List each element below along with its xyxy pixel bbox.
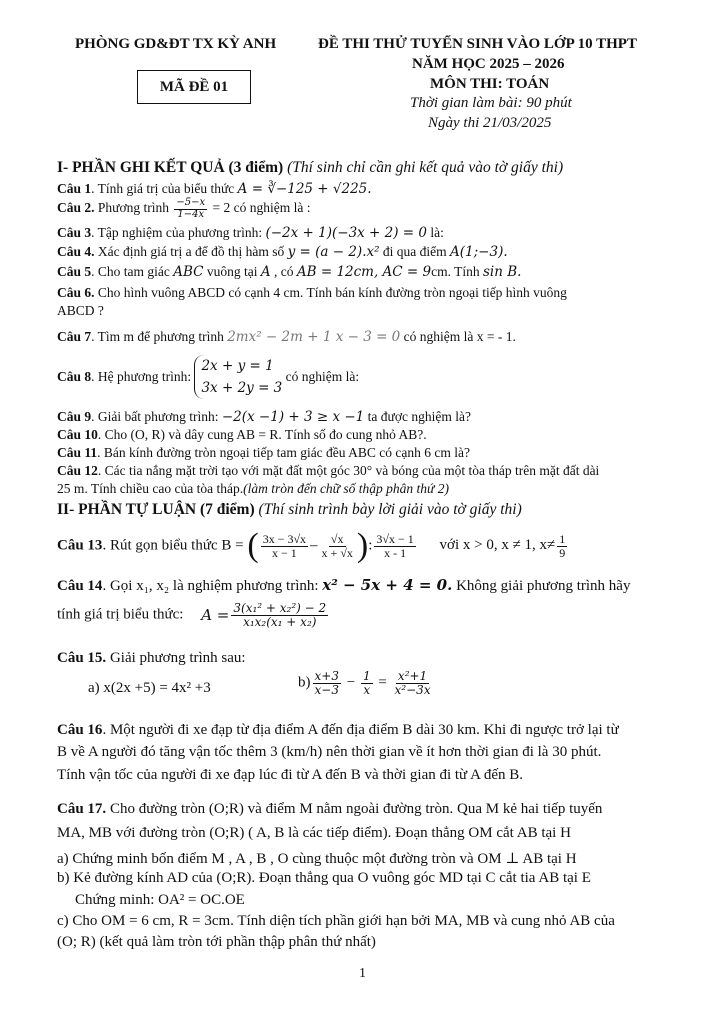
q2-label: Câu 2. [57,200,95,216]
q16-label: Câu 16 [57,722,103,738]
q15b-f1-den: x−3 [314,682,339,697]
q2-rest: = 2 có nghiệm là : [209,200,311,216]
q16-line1: . Một người đi xe đạp từ địa điểm A đến địa điểm B dài 30 km. Khi đi ngược trở lại từ [102,722,619,738]
section-1-title [57,159,563,177]
q17-line1: Cho đường tròn (O;R) và điểm M nằm ngoài đường tròn. Qua M kẻ hai tiếp tuyến [106,801,603,817]
q15b-frac3 [393,670,433,696]
q13-label: Câu 13 [57,537,103,554]
exam-date: Ngày thi 21/03/2025 [428,115,552,131]
department-name: PHÒNG GD&ĐT TX KỲ ANH [75,36,277,52]
q5-triangle: ABC [173,264,204,280]
question-5 [57,264,521,280]
q13-frac1 [261,533,308,559]
q15b-f2-num: 1 [362,669,371,683]
q8-eq1: 2x + y = 1 [201,358,274,374]
q14-denominator: x₁x₂(x₁ + x₂) [243,614,317,629]
question-6-line2: ABCD ? [57,303,104,318]
q15b-frac1 [313,670,341,696]
q6-label: Câu 6. [57,285,95,300]
question-17c: c) Cho OM = 6 cm, R = 3cm. Tính diện tích phần giới hạn bởi MA, MB và cung nhỏ AB của [57,913,615,929]
q17-label: Câu 17. [57,801,107,817]
q14-fraction [231,602,328,628]
q7-label: Câu 7 [57,329,92,344]
question-17c-line2: (O; R) (kết quả làm tròn tới phần thập phân thứ nhất) [57,934,376,950]
exam-code: MÃ ĐỀ 01 [159,78,229,95]
q14-lhs: A = [201,606,230,625]
q10-label: Câu 10 [57,427,98,442]
q1-text: . Tính giá trị của biểu thức [91,181,238,196]
q12-text: . Các tia nắng mặt trời tạo với mặt đất một góc 30° và bóng của một tòa tháp trên mặt đất dài [97,463,600,478]
question-3 [57,225,444,241]
question-16-line3: Tính vận tốc của người đi xe đạp lúc đi từ A đến B và thời gian đi từ A đến B. [57,767,524,783]
q5-sin: sin B. [483,264,522,280]
q15-label: Câu 15. [57,650,107,666]
q2-denominator: 1−4x [177,208,205,220]
q4-label: Câu 4. [57,244,95,259]
q13-f1-num: 3x − 3√x [262,531,307,546]
question-15a: a) x(2x +5) = 4x² +3 [88,680,211,696]
q14-line2: tính giá trị biểu thức: [57,606,184,623]
question-17a: a) Chứng minh bốn điểm M , A , B , O cùng thuộc một đường tròn và OM ⊥ AB tại H [57,851,577,867]
question-4 [57,244,508,260]
q1-label: Câu 1 [57,181,92,196]
q13-left-paren: ( [247,527,259,564]
q12-note: (làm tròn đến chữ số thập phân thứ 2) [243,481,450,496]
q13-condition: với x > 0, x ≠ 1, x≠ [439,537,556,554]
question-9 [57,409,471,425]
exam-code-box [137,70,251,104]
question-13: Câu 13. Rút gọn biểu thức B = ( $\frac{3x - 3√x}{x - 1}$ – $\frac{√x}{x + √x}$ ): $\frac{3√x - 1}{x - 1}$ với x > 0, x ≠ 1, x≠ $\frac{1}{9}$ [57,527,566,564]
q13-f3-den: x - 1 [384,545,407,560]
question-14-line2 [57,602,330,628]
q4-rest: đi qua điểm [379,244,451,259]
q14-text: . Gọi x₁, x₂ là nghiệm phương trình: [102,578,323,594]
q15b-f1-num: x+3 [314,669,339,683]
q7-expr: 2mx² − 2m + 1 x − 3 = 0 [227,329,401,345]
q15b-f3-num: x²+1 [397,669,428,683]
q5-mid: vuông tại [203,264,261,279]
q13-frac2 [320,533,355,559]
question-16 [57,722,619,739]
q3-text: . Tập nghiệm của phương trình: [91,225,266,240]
question-7 [57,329,516,345]
exam-duration: Thời gian làm bài: 90 phút [410,95,572,111]
question-15 [57,650,246,667]
section-1-heading: I- PHẦN GHI KẾT QUẢ (3 điểm) [57,159,284,176]
q1-expr: A = ∛−125 + √225. [237,181,372,197]
q2-fraction [174,198,207,220]
q5-vertex: A [260,264,271,280]
question-17-line2: MA, MB với đường tròn (O;R) ( A, B là các tiếp điểm). Đoạn thẳng OM cắt AB tại H [57,825,571,841]
question-12-line2 [57,481,449,497]
question-17b: b) Kẻ đường kính AD của (O;R). Đoạn thẳng qua O vuông góc MD tại C cắt tia AB tại E [57,870,591,886]
q13-f3-num: 3√x − 1 [376,531,414,546]
q9-expr: −2(x −1) + 3 ≥ x −1 [221,409,365,425]
q3-expr: (−2x + 1)(−3x + 2) = 0 [265,225,427,241]
q9-rest: ta được nghiệm là? [364,409,471,424]
q5-rest: , có [270,264,297,279]
q13-f1-den: x − 1 [271,545,297,560]
school-year: NĂM HỌC 2025 – 2026 [412,56,565,72]
section-1-note: (Thí sinh chỉ cần ghi kết quả vào tờ giấy thi) [287,159,564,176]
q5-label: Câu 5 [57,264,92,279]
section-2-note: (Thí sinh trình bày lời giải vào tờ giấy thi) [258,501,522,518]
q13-cond-frac [557,533,567,559]
question-15b: b) $\frac{x+3}{x-3}$ − $\frac{1}{x}$ = $\frac{\text{x²+1}}{\text{x²−3x}}$ [298,669,431,697]
question-16-line2: B về A người đó tăng vận tốc thêm 3 (km/h) nên thời gian về ít hơn thời gian đi là 30 phút. [57,744,602,760]
q7-rest: có nghiệm là x = - 1. [400,329,516,344]
exam-title: ĐỀ THI THỬ TUYỂN SINH VÀO LỚP 10 THPT [318,36,637,52]
q3-label: Câu 3 [57,225,92,240]
q13-right-paren: ) [356,527,369,564]
q4-expr: y = (a − 2).x² [287,244,380,260]
q10-text: . Cho (O, R) và dây cung AB = R. Tính số đo cung nhỏ AB?. [97,427,427,442]
section-2-title [57,501,522,519]
question-2 [57,198,310,220]
q8-text: . Hệ phương trình: [91,369,192,384]
q5-text: . Cho tam giác [91,264,174,279]
q12-line2: 25 m. Tính chiều cao của tòa tháp. [57,481,244,496]
page-number: 1 [359,966,366,981]
q13-f2-den: x + √x [321,545,353,560]
question-17 [57,801,602,818]
q2-numerator: −5−x [176,197,206,208]
q15b-label: b) [298,674,311,691]
subject-title: MÔN THI: TOÁN [430,76,550,92]
q11-text: . Bán kính đường tròn ngoại tiếp tam giác đều ABC có cạnh 6 cm là? [97,445,471,460]
q3-rest: là: [427,225,444,240]
q5-expr: AB = 12cm, AC = 9 [296,264,432,280]
q13-text: . Rút gọn biểu thức B = [102,537,244,554]
question-17b-line2: Chứng minh: OA² = OC.OE [75,892,245,908]
q14-numerator: 3(x₁² + x₂²) − 2 [233,601,327,615]
q15-text: Giải phương trình sau: [106,650,246,666]
question-10 [57,427,427,443]
q5-end: cm. Tính [431,264,483,279]
q14-rest: Không giải phương trình hãy [452,578,631,594]
question-1 [57,181,372,197]
question-14 [57,576,630,595]
q12-label: Câu 12 [57,463,98,478]
question-12 [57,463,599,479]
q13-frac3 [374,533,415,559]
q11-label: Câu 11 [57,445,98,460]
q14-expr: x² − 5x + 4 = 0. [322,576,453,594]
question-6 [57,285,567,301]
q15b-f3-den: x²−3x [394,682,431,697]
q13-cond-den: 9 [559,545,566,560]
q4-point: A(1;−3). [450,244,508,260]
q8-eq2: 3x + 2y = 3 [201,380,283,396]
q9-label: Câu 9 [57,409,92,424]
q13-cond-num: 1 [559,531,566,546]
q13-f2-num: √x [330,531,344,546]
q9-text: . Giải bất phương trình: [91,409,222,424]
q2-text: Phương trình [94,200,173,216]
q7-text: . Tìm m để phương trình [91,329,228,344]
q15b-f2-den: x [363,682,371,697]
q8-system [194,355,282,399]
question-11 [57,445,470,461]
q6-text: Cho hình vuông ABCD có cạnh 4 cm. Tính bán kính đường tròn ngoại tiếp hình vuông [94,285,567,300]
q15b-frac2 [361,670,373,696]
q14-label: Câu 14 [57,578,103,594]
q4-text: Xác định giá trị a để đồ thị hàm số [94,244,288,259]
q8-rest: có nghiệm là: [285,369,360,384]
section-2-heading: II- PHẦN TỰ LUẬN (7 điểm) [57,501,255,518]
q8-label: Câu 8 [57,369,92,384]
question-8 [57,355,359,399]
